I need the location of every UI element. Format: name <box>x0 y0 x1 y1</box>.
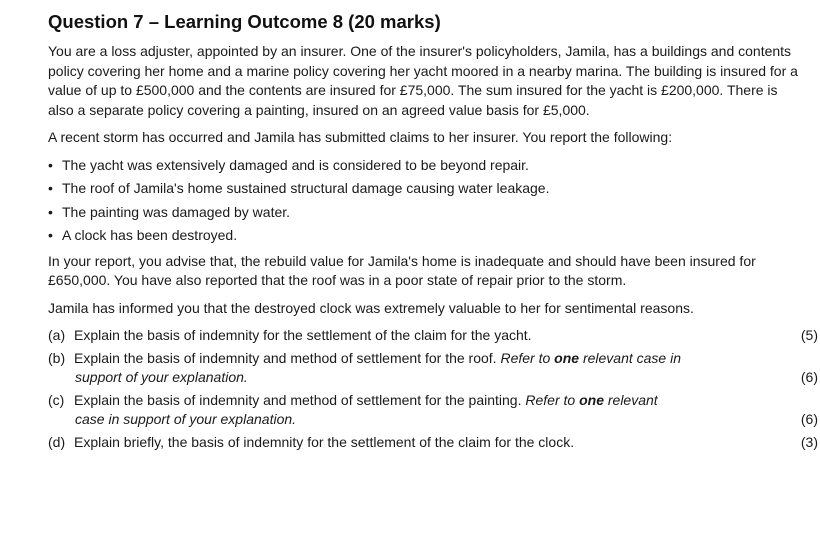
question-marks: (5) <box>800 327 818 343</box>
question-text: Explain briefly, the basis of indemnity for the settlement of the claim for the clock. <box>74 433 575 450</box>
bullet-icon: • <box>48 156 53 173</box>
clock-paragraph: Jamila has informed you that the destroyed clock was extremely valuable to her for sentimental reasons. <box>48 299 694 316</box>
finding-item: • A clock has been destroyed. <box>48 226 818 246</box>
question-c <box>48 391 818 430</box>
question-text: Explain the basis of indemnity for the settlement of the claim for the yacht. <box>74 327 532 343</box>
question-text: Explain the basis of indemnity and method of settlement for the painting. <box>74 391 522 408</box>
question-marks: (6) <box>800 411 818 427</box>
refer-suffix: relevant <box>607 391 658 408</box>
question-letter: (c) <box>48 391 65 408</box>
question-marks: (6) <box>800 369 818 385</box>
question-letter: (d) <box>48 433 66 450</box>
question-title: Question 7 – Learning Outcome 8 (20 marks) <box>48 11 441 32</box>
question-marks: (3) <box>800 433 818 450</box>
bullet-icon: • <box>48 180 53 196</box>
bullet-icon: • <box>48 227 53 243</box>
question-b <box>48 349 818 388</box>
question-a <box>48 326 818 346</box>
refer-emphasis: one <box>554 349 580 366</box>
storm-intro: A recent storm has occurred and Jamila has submitted claims to her insurer. You report the following: <box>48 129 673 145</box>
bullet-icon: • <box>48 203 53 220</box>
refer-suffix: relevant case in <box>582 349 682 366</box>
refer-emphasis: one <box>579 391 604 408</box>
refer-continuation: case in support of your explanation. <box>75 411 297 427</box>
question-text: Explain the basis of indemnity and method of settlement for the roof. <box>74 349 497 366</box>
question-document <box>48 10 818 455</box>
report-paragraph: In your report, you advise that, the rebuild value for Jamila's home is inadequate and should have been insured for £650,000. You have also reported that the roof was in a poor state of repair prior to the storm. <box>48 252 756 288</box>
question-letter: (b) <box>48 349 66 366</box>
refer-prefix: Refer to <box>500 349 551 366</box>
finding-item: • The yacht was extensively damaged and is considered to be beyond repair. <box>48 156 818 176</box>
refer-prefix: Refer to <box>525 391 576 408</box>
finding-item: • The roof of Jamila's home sustained structural damage causing water leakage. <box>48 179 818 199</box>
question-letter: (a) <box>48 327 66 343</box>
findings-list <box>48 156 818 246</box>
scenario-intro: You are a loss adjuster, appointed by an insurer. One of the insurer's policyholders, Jamila, has a buildings and contents policy covering her home and a marine policy covering her yacht moored in a nearby marina. The building is insured for a value of up to £500,000 and the contents are insured for £75,000. The sum insured for the yacht is £200,000. There is also a separate policy covering a painting, insured on an agreed value basis for £5,000. <box>48 43 798 118</box>
refer-continuation: support of your explanation. <box>75 369 248 385</box>
finding-item: • The painting was damaged by water. <box>48 203 818 223</box>
question-d <box>48 433 818 453</box>
